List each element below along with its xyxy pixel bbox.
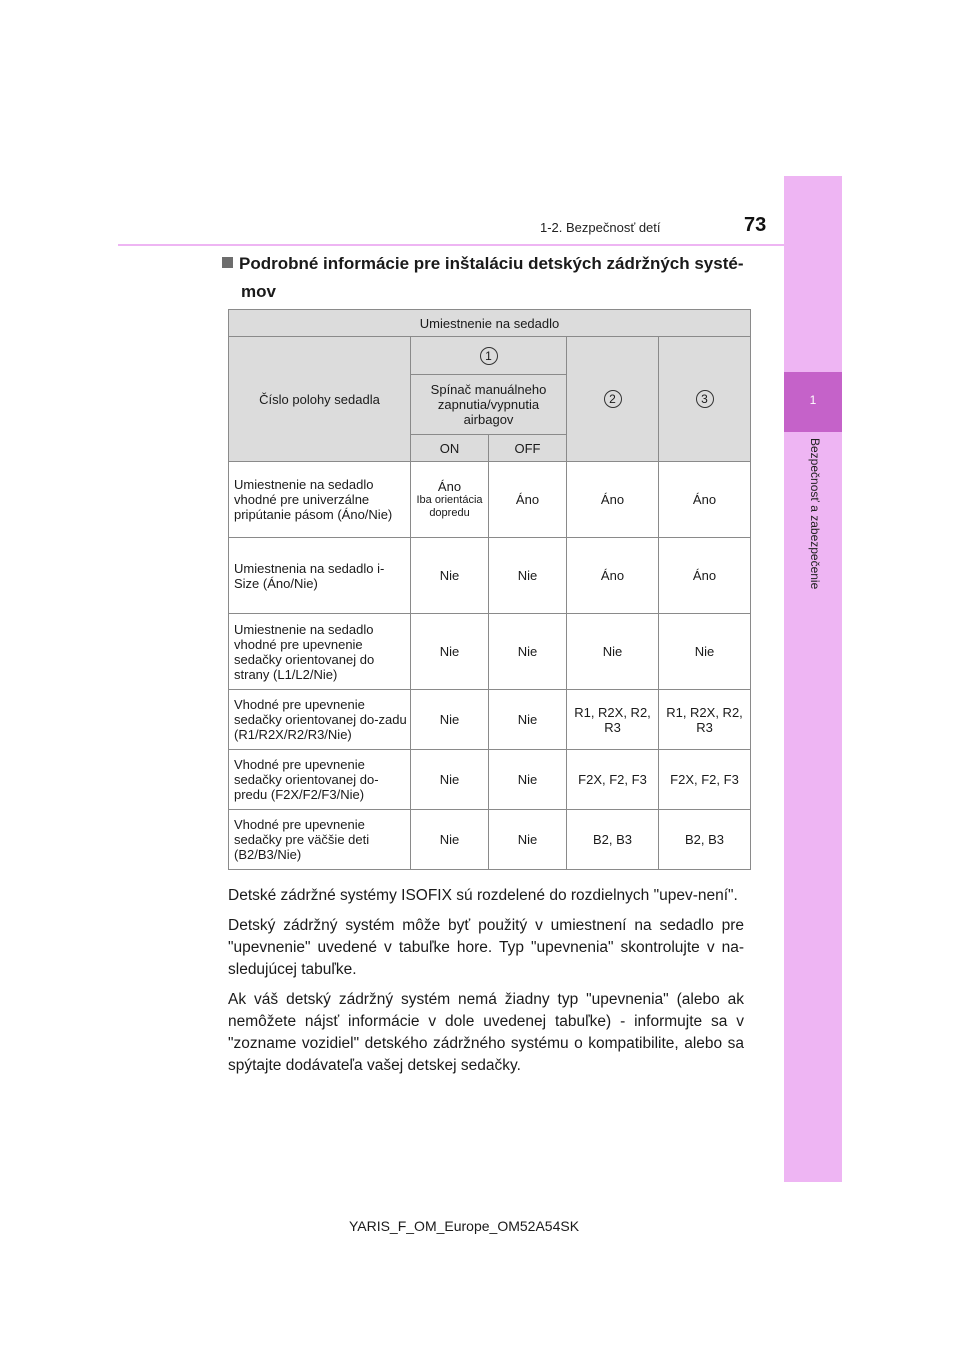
circled-number: 1 xyxy=(480,347,498,365)
table-row: Vhodné pre upevnenie sedačky pre väčšie deti (B2/B3/Nie) Nie Nie B2, B3 B2, B3 xyxy=(229,810,751,870)
document-code: YARIS_F_OM_Europe_OM52A54SK xyxy=(348,1218,580,1234)
seat-number-label: Číslo polohy sedadla xyxy=(229,337,411,462)
note-text: Iba orientácia dopredu xyxy=(416,494,483,519)
seat-position-table xyxy=(228,309,751,870)
page-number: 73 xyxy=(744,214,767,236)
circled-number: 3 xyxy=(696,390,714,408)
square-bullet-icon xyxy=(222,257,233,268)
column-2-header xyxy=(567,337,659,462)
heading-line-1: Podrobné informácie pre inštaláciu detských zádržných systé- xyxy=(222,250,752,278)
heading-line-2: mov xyxy=(241,282,276,301)
table-row: Vhodné pre upevnenie sedačky orientovanej do-predu (F2X/F2/F3/Nie) Nie Nie F2X, F2, F3 F2X, F2, F3 xyxy=(229,750,751,810)
table-row: Umiestnenie na sedadlo vhodné pre upevnenie sedačky orientovanej do strany (L1/L2/Nie) Nie Nie Nie Nie xyxy=(229,614,751,690)
paragraph: Detské zádržné systémy ISOFIX sú rozdelené do rozdielnych "upev-není". xyxy=(228,887,738,904)
off-header: OFF xyxy=(489,435,567,462)
section-heading xyxy=(222,250,752,306)
table-row: Vhodné pre upevnenie sedačky orientovanej do-zadu (R1/R2X/R2/R3/Nie) Nie Nie R1, R2X, R2, R3 R1, R2X, R2, R3 xyxy=(229,690,751,750)
column-3-header xyxy=(659,337,751,462)
body-text xyxy=(228,885,744,1085)
on-header: ON xyxy=(411,435,489,462)
chapter-sidebar xyxy=(784,176,842,1182)
airbag-switch-label: Spínač manuálneho zapnutia/vypnutia airbagov xyxy=(411,375,567,435)
table-title: Umiestnenie na sedadlo xyxy=(229,310,751,337)
header-divider xyxy=(118,244,784,246)
table-row: Umiestnenia na sedadlo i-Size (Áno/Nie) Nie Nie Áno Áno xyxy=(229,538,751,614)
circled-number: 2 xyxy=(604,390,622,408)
chapter-title: Bezpečnosť a zabezpečenie xyxy=(808,438,822,590)
chapter-number-tab[interactable]: 1 xyxy=(784,372,842,432)
paragraph: Detský zádržný systém môže byť použitý v umiestnení na sedadlo pre "upevnenie" uvedené v tabuľke hore. Typ "upevnenia" skontrolujte v na-sledujúcej tabuľke. xyxy=(228,917,744,978)
table-row: Umiestnenie na sedadlo vhodné pre univerzálne pripútanie pásom (Áno/Nie) Áno Iba orientácia dopredu Áno Áno Áno xyxy=(229,462,751,538)
section-title: 1-2. Bezpečnosť detí xyxy=(540,220,661,235)
paragraph: Ak váš detský zádržný systém nemá žiadny typ "upevnenia" (alebo ak nemôžete nájsť informácie v dole uvedenej tabuľke) - informujte sa v "zozname vozidiel" detského zádržného systému o kompatibilite, alebo sa spýtajte dodávateľa vašej detskej sedačky. xyxy=(228,991,744,1074)
column-1-header xyxy=(411,337,567,375)
